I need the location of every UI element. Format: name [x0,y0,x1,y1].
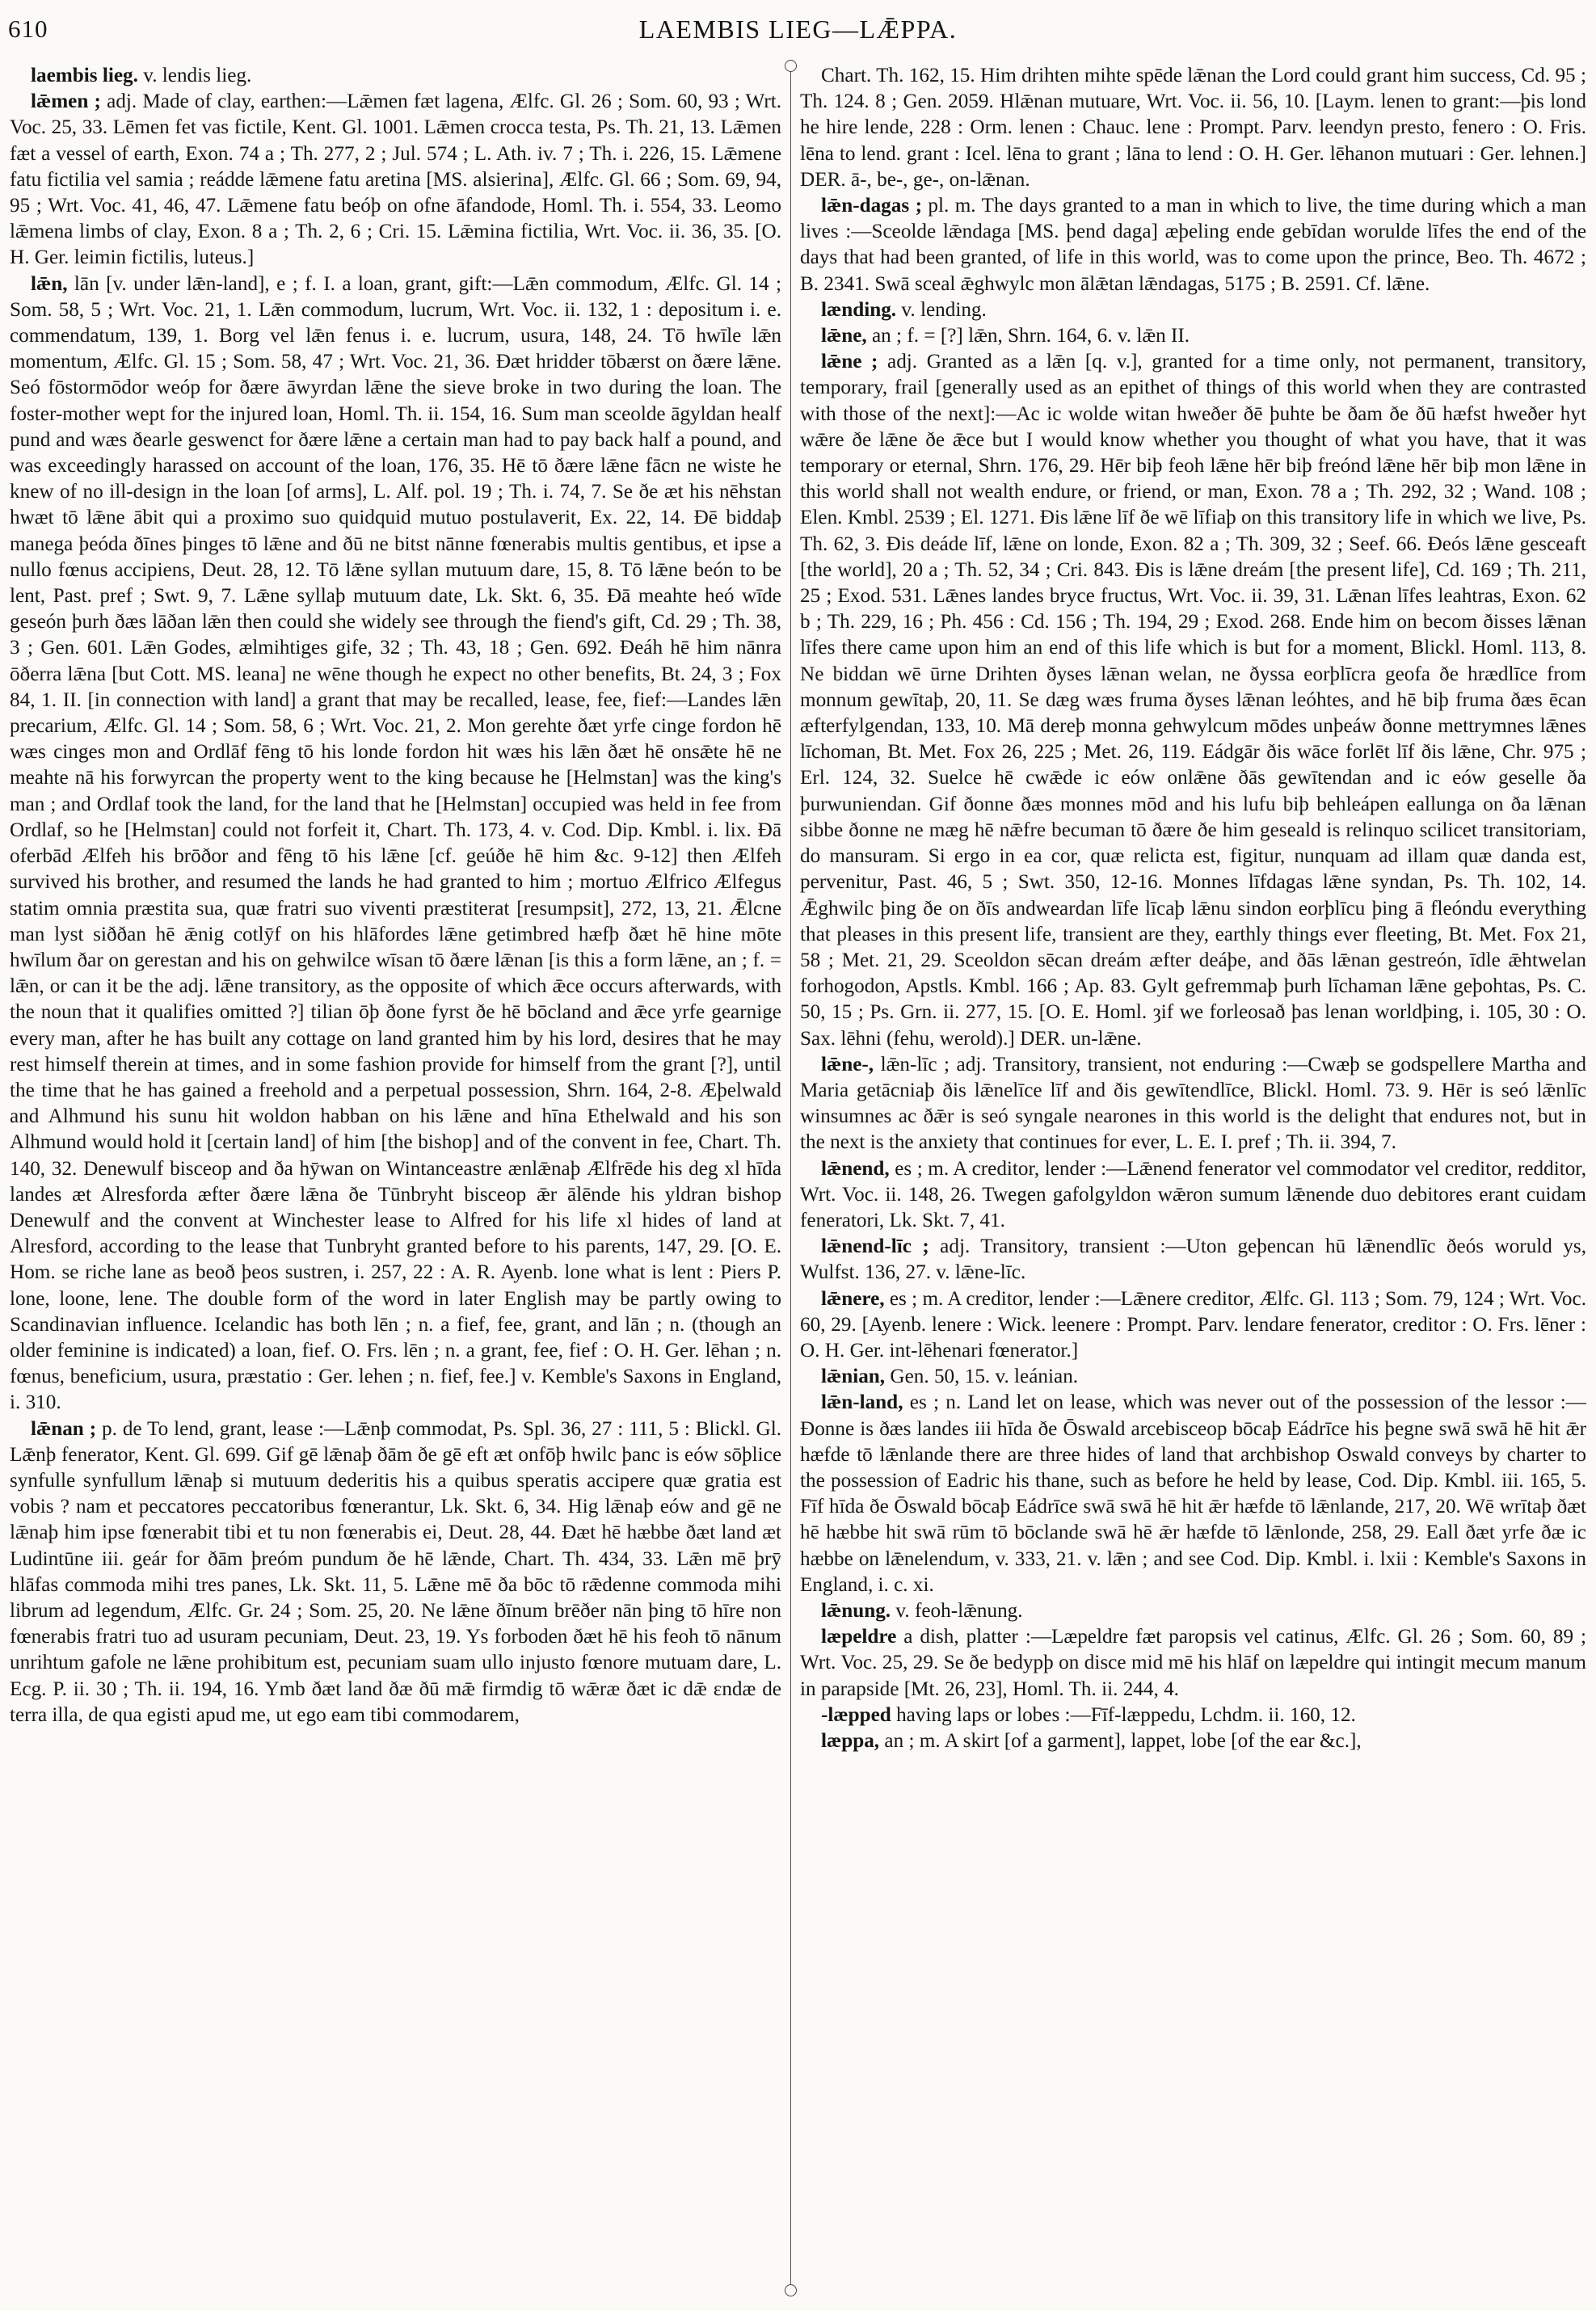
entry-text: adj. Transitory, transient :—Uton geþencan hū lǣnendlīc ðeós woruld ys, Wulfst. 136, 27. v. lǣne-līc. [800,1235,1586,1284]
page-header [8,15,1588,55]
entry-text: an ; m. A skirt [of a garment], lappet, lobe [of the ear &c.], [879,1730,1362,1752]
dictionary-entry [800,1364,1586,1390]
dictionary-entry [800,1156,1586,1235]
column-divider [790,61,791,2295]
entry-headword: lǣnere, [821,1287,885,1310]
entry-text: v. lendis lieg. [137,65,252,86]
entry-headword: lǣn-dagas ; [821,195,922,217]
entry-headword: lænding. [821,298,897,321]
entry-headword: lǣmen ; [31,91,101,113]
dictionary-entry [800,1234,1586,1286]
dictionary-entry [10,1416,781,1728]
entry-text: adj. Granted as a lǣn [q. v.], granted for a time only, not permanent, transitory, temporary, frail [generally used as an epithet of things of this world when they are contrasted with those of the next]:—Ac ic wolde witan hweðer ðē þuhte be ðam ðe ðū hæfst hweðer hyt wǣre ðe lǣne ðe ǣce but I would know whether you thought of what you have, that it was temporary or eternal, Shrn. 176, 29. Hēr biþ feoh lǣne hēr biþ freónd lǣne hēr biþ mon lǣne in this world shall not wealth endure, or friend, or man, Exon. 78 a ; Th. 292, 32 ; Wand. 108 ; Elen. Kmbl. 2539 ; El. 1271. Ðis lǣne līf ðe wē līfiaþ on this transitory life in which we live, Ps. Th. 62, 3. Ðis deáde līf, lǣne on londe, Exon. 82 a ; Th. 309, 32 ; Seef. 66. Ðeós lǣne gesceaft [the world], 20 a ; Th. 52, 34 ; Cri. 843. Ðis is lǣne dreám [the present life], Cd. 169 ; Th. 211, 25 ; Exod. 531. Lǣnes landes bryce fructus, Wrt. Voc. ii. 39, 31. Lǣnan līfes leahtras, Exon. 62 b ; Th. 229, 16 ; Ph. 456 : Cd. 156 ; Th. 194, 29 ; Exod. 268. Ende him on becom ðisses lǣnan līfes there came upon him an end of this life which is but for a moment, Blickl. Homl. 113, 8. Ne biddan wē ūrne Drihten ðyses lǣnan welan, ne ðyssa eorþlīcra geofa ðe hrædlīce from monnum gewītaþ, 20, 11. Se dæg wæs fruma ðyses lǣnan leóhtes, and hē biþ fruma ðæs ēcan æfterfylgendan, 133, 10. Mā dereþ monna gehwylcum mōdes unþeáw ðonne mettrymnes lǣnes līchoman, Bt. Met. Fox 26, 225 ; Met. 26, 119. Eádgār ðis wāce forlēt līf ðis lǣne, Chr. 975 ; Erl. 124, 32. Suelce hē cwǣde ic eów onlǣne ðās gewītendan and ic eów geselle ða þurwuniendan. Gif ðonne ðæs monnes mōd and his lufu biþ behleápen eallunga on ða lǣnan sibbe ðonne ne mæg hē nǣfre becuman tō ðære ðe him geseald is relinquo scilicet transitoriam, do mansuram. Si ergo in ea cor, quæ relicta est, figitur, nunquam ad illam quæ danda est, pervenitur, Past. 46, 5 ; Swt. 350, 12-16. Monnes līfdagas lǣne syndan, Ps. Th. 102, 14. Ǣghwilc þing ðe on ðīs andweardan līfe līcaþ lǣnu sindon eorþlīcu þing ā fleóndu everything that pleases in this present life, transient are they, earthly things ever fleeting, Bt. Met. Fox 21, 58 ; Met. 21, 29. Sceoldon sēcan dreám æfter deáþe, and ðās lǣnan gestreón, īdle ǣhtwelan forhogodon, Apstls. Kmbl. 166 ; Ap. 83. Gylt gefremmaþ þurh līchaman lǣne geþohtas, Ps. C. 50, 15 ; Ps. Grn. ii. 277, 15. [O. E. Homl. ȝif we forleosað þas lenan worldþing, i. 105, 30 : O. Sax. lēhni (fehu, werold).] DER. un-lǣne. [800,351,1586,1050]
entry-text: v. lending. [896,298,987,321]
dictionary-entry [10,63,781,89]
entry-headword: lǣne, [821,325,867,347]
entry-headword: laembis lieg. [31,65,138,86]
dictionary-entry [800,323,1586,349]
dictionary-entry [800,1624,1586,1703]
entry-headword: lǣnian, [821,1366,886,1388]
entry-text: v. feoh-lǣnung. [891,1599,1023,1622]
entry-text: lān [v. under lǣn-land], e ; f. I. a loan, grant, gift:—Lǣn commodum, Ælfc. Gl. 14 ; Som. 58, 5 ; Wrt. Voc. 21, 1. Lǣn commodum, lucrum, Wrt. Voc. ii. 132, 1 : depositum i. e. commendatum, 139, 1. Borg vel lǣn fenus i. e. lucrum, usura, 148, 24. Tō hwīle lǣn momentum, Ælfc. Gl. 15 ; Som. 58, 47 ; Wrt. Voc. 21, 36. Ðæt hridder tōbærst on ðære lǣne. Seó fōstormōdor weóp for ðære āwyrdan lǣne the sieve broke in two during the loan. The foster-mother wept for the injured loan, Homl. Th. ii. 154, 16. Sum man sceolde āgyldan healf pund and wæs ðearle geswenct for ðære lǣne a certain man had to pay back half a pound, and was exceedingly harassed on account of the loan, 176, 35. Hē tō ðære lǣne fācn ne wiste he knew of no ill-design in the loan [of arms], L. Alf. pol. 19 ; Th. i. 74, 7. Se ðe æt his nēhstan hwæt tō lǣne ābit qui a proximo suo quidquid mutuo postulaverit, Ex. 22, 14. Ðē biddaþ manega þeóda ðīnes þinges tō lǣne and ðū ne bitst nānne fœnerabis multis gentibus, et ipse a nullo fœnus accipiens, Deut. 28, 12. Tō lǣne syllan mutuum dare, 15, 8. Tō lǣne beón to be lent, Past. pref ; Swt. 9, 7. Lǣne syllaþ mutuum date, Lk. Skt. 6, 35. Ðā meahte heó wīde geseón þurh ðæs lāðan lǣn then could she widely see through the fiend's gift, Cd. 29 ; Th. 38, 3 ; Gen. 601. Lǣn Godes, ælmihtiges gife, 32 ; Th. 43, 18 ; Gen. 692. Ðeáh hē him nānra ōðerra lǣna [but Cott. MS. leana] ne wēne though he expect no other benefits, Bt. 24, 3 ; Fox 84, 1. II. [in connection with land] a grant that may be recalled, lease, fee, fief:—Landes lǣn precarium, Ælfc. Gl. 14 ; Som. 58, 6 ; Wrt. Voc. 21, 2. Mon gerehte ðæt yrfe cinge fordon hē wæs cinges mon and Ordlāf fēng tō his londe fordon hit wæs his lǣn ðæt hē onsǣte hē ne meahte nā his forwyrcan the property went to the king because he [Helmstan] was the king's man ; and Ordlaf took the land, for the land that he [Helmstan] occupied was held in fee from Ordlaf, so he [Helmstan] could not forfeit it, Chart. Th. 173, 4. v. Cod. Dip. Kmbl. i. lix. Ðā oferbād Ælfeh his brōðor and fēng tō his lǣne [cf. geúðe hē him &c. 9-12] then Ælfeh survived his brother, and resumed the lands he had granted to him ; mortuo Ælfrico Ælfegus statim omnia præstita sua, quæ fratri suo viventi præstiterat [resumpsit], 272, 13, 21. Ǣlcne man lyst siððan hē ǣnig cotlȳf on his hlāfordes lǣne getimbred hæfþ ðæt hē hine mōte hwīlum ðar on gerestan and his on gehwilce wīsan tō ðære lǣnan [is this a form lǣne, an ; f. = lǣn, or can it be the adj. lǣne transitory, as the opposite of which ǣce occurs afterwards, with the noun that it qualifies omitted ?] tilian ōþ ðone fyrst ðe hē bōcland and ǣce yrfe gearnige every man, after he has built any cottage on land granted him by his lord, desires that he may rest himself therein at times, and in some fashion provide for himself from the grant [?], until the time that he has gained a freehold and a perpetual possession, Shrn. 164, 2-8. Æþelwald and Alhmund his sunu hit woldon habban on his lǣne and hīna Ethelwald and his son Alhmund would hold it [certain land] of him [the bishop] and of the convent in fee, Chart. Th. 140, 32. Denewulf bisceop and ða hȳwan on Wintanceastre ænlǣnaþ Ælfrēde his deg xl hīda landes æt Alresforda æfter ðære lǣna ðe Tūnbryht bisceop ǣr ālēnde his yldran bishop Denewulf and the convent at Winchester lease to Alfred for his life xl hides of land at Alresford, according to the lease that Tunbryht granted before to his parents, 147, 29. [O. E. Hom. se riche lane as beoð þeos sustren, i. 257, 22 : A. R. Ayenb. lone what is lent : Piers P. lone, loone, lene. The double form of the word in later English may be partly owing to Scandinavian influence. Icelandic has both lēn ; n. a fief, fee, grant, and lān ; n. (though an older feminine is indicated) a loan, fief. O. Frs. lēn ; n. a grant, fee, fief : O. H. Ger. lēhan ; n. fœnus, beneficium, usura, præstatio : Ger. lehen ; n. fief, fee.] v. Kemble's Saxons in England, i. 310. [10,272,781,1414]
entry-headword: læppa, [821,1730,880,1752]
entry-headword: lǣn-land, [821,1391,903,1414]
entry-text: p. de To lend, grant, lease :—Lǣnþ commodat, Ps. Spl. 36, 27 : 111, 5 : Blickl. Gl. Lǣnþ fenerator, Kent. Gl. 699. Gif gē lǣnaþ ðām ðe gē eft æt onfōþ hwilc þanc is eów sōþlice synfulle synfullum lǣnaþ si mutuum dederitis his a quibus speratis accipere quæ gratia est vobis ? nam et peccatores peccatoribus fœnerantur, Lk. Skt. 6, 34. Hig lǣnaþ eów and gē ne lǣnaþ him ipse fœnerabit tibi et tu non fœnerabis ei, Deut. 28, 44. Ðæt hē hæbbe ðæt land æt Ludintūne iii. geár for ðām þreóm pundum ðe hē lǣnde, Chart. Th. 434, 33. Lǣn mē þrȳ hlāfas commoda mihi tres panes, Lk. Skt. 11, 5. Lǣne mē ða bōc tō rǣdenne commoda mihi librum ad legendum, Ælfc. Gr. 24 ; Som. 25, 20. Ne lǣne ðīnum brēðer nān þing tō hīre non fœnerabis fratri tuo ad usuram pecuniam, Deut. 23, 19. Ys forboden ðæt hē his feoh tō nānum unrihtum gafole ne lǣne prohibitum est, pecuniam suam ullo injusto fœnore mutuam dare, L. Ecg. P. ii. 30 ; Th. ii. 194, 16. Ymb ðæt land ðæ ðū mǣ firmdig tō wǣræ ðæt ic dǣ ɛndæ de terra illa, de qua egisti apud me, ut ego eam tibi commodarem, [10,1417,781,1726]
entry-text: Gen. 50, 15. v. leánian. [885,1366,1079,1388]
dictionary-entry [800,63,1586,193]
dictionary-entry [800,193,1586,297]
right-column [800,63,1586,2293]
left-column [10,63,781,2293]
entry-headword: lǣnend, [821,1157,890,1180]
entry-text: pl. m. The days granted to a man in which to live, the time during which a man lives :—Sceolde lǣndaga [MS. þend daga] æþeling ende gebīdan worulde līfes the end of the days that had been granted, of life in this world, was to come upon the prince, Beo. Th. 4672 ; B. 2341. Swā sceal ǣghwylc mon ālǣtan lǣndagas, 5175 ; B. 2591. Cf. lǣne. [800,195,1586,295]
entry-headword: lǣnan ; [31,1417,97,1440]
entry-headword: lǣne-, [821,1053,874,1076]
dictionary-entry [800,1598,1586,1624]
entry-headword: lǣnend-līc ; [821,1235,929,1258]
dictionary-entry [800,1390,1586,1598]
dictionary-entry [800,1052,1586,1156]
entry-headword: lǣnung. [821,1599,891,1622]
dictionary-entry [800,349,1586,1051]
entry-text: a dish, platter :—Læpeldre fæt paropsis vel catinus, Ælfc. Gl. 26 ; Som. 60, 89 ; Wrt. Voc. 25, 29. Se ðe bedypþ on disce mid mē his hlāf on læpeldre qui intingit mecum manum in parapside [Mt. 26, 23], Homl. Th. ii. 244, 4. [800,1626,1586,1700]
entry-text: adj. Made of clay, earthen:—Lǣmen fæt lagena, Ælfc. Gl. 26 ; Som. 60, 93 ; Wrt. Voc. 25, 33. Lēmen fet vas fictile, Kent. Gl. 1001. Lǣmen crocca testa, Ps. Th. 21, 13. Lǣmen fæt a vessel of earth, Exon. 74 a ; Th. 277, 2 ; Jul. 574 ; L. Ath. iv. 7 ; Th. i. 226, 15. Lǣmene fatu fictilia vel samia ; reádde lǣmene fatu aretina [MS. alsierina], Ælfc. Gl. 66 ; Som. 69, 94, 95 ; Wrt. Voc. 41, 46, 47. Lǣmene fatu beóþ on ofne āfandode, Homl. Th. i. 554, 33. Leomo lǣmena limbs of clay, Exon. 8 a ; Th. 2, 6 ; Cri. 15. Lǣmina fictilia, Wrt. Voc. ii. 36, 35. [O. H. Ger. leimin fictilis, luteus.] [10,91,781,269]
entry-text: having laps or lobes :—Fīf-læppedu, Lchdm. ii. 160, 12. [891,1703,1356,1726]
dictionary-entry [10,272,781,1416]
dictionary-entry [800,1728,1586,1754]
entry-headword: lǣn, [31,272,68,295]
page-number: 610 [8,15,48,43]
dictionary-entry [800,1286,1586,1365]
dictionary-entry [800,297,1586,323]
page-title: LAEMBIS LIEG—LǢPPA. [638,15,958,44]
entry-text: lǣn-līc ; adj. Transitory, transient, not enduring :—Cwæþ se godspellere Martha and Maria getācniaþ ðis lǣnelīce līf and ðis gewītendlīce, Blickl. Homl. 73. 9. Hēr is seó lǣnlīc winsumnes ac ðǣr is seó syngale nearones in this world is the delight that endures not, but in the next is the anxiety that continues for ever, L. E. I. pref ; Th. ii. 394, 7. [800,1053,1586,1154]
entry-text: es ; n. Land let on lease, which was never out of the possession of the lessor :—Ðonne is ðæs landes iii hīda ðe Ōswald arcebisceop bōcaþ Eádrīce his þegne swā swā hē hit ǣr hæfde tō lǣnlande there are three hides of land that archbishop Oswald conveys by charter to the possession of Eadric his thane, such as before he held by lease, Cod. Dip. Kmbl. iii. 165, 5. Fīf hīda ðe Ōswald bōcaþ Eádrīce swā swā hē hit ǣr hæfde tō lǣnlande, 217, 20. Wē wrītaþ ðæt hē hæbbe hit swā rūm tō bōclande swā hē ǣr hæfde tō lǣnlonde, 258, 29. Eall ðæt yrfe ðæ ic hæbbe on lǣnelendum, v. 333, 21. v. lǣn ; and see Cod. Dip. Kmbl. i. lxii : Kemble's Saxons in England, i. c. xi. [800,1391,1586,1596]
dictionary-entry [10,89,781,271]
entry-text: es ; m. A creditor, lender :—Lǣnere creditor, Ælfc. Gl. 113 ; Som. 79, 124 ; Wrt. Voc. 60, 29. [Ayenb. lenere : Wick. leenere : Prompt. Parv. lendare fenerator, creditor : O. Frs. lēner : O. H. Ger. int-lēhenari fœnerator.] [800,1287,1586,1362]
entry-headword: læpeldre [821,1626,897,1648]
entry-text: an ; f. = [?] lǣn, Shrn. 164, 6. v. lǣn II. [866,325,1190,347]
entry-headword: lǣne ; [821,351,878,373]
entry-headword: -læpped [821,1703,891,1726]
entry-text: es ; m. A creditor, lender :—Lǣnend fenerator vel commodator vel creditor, redditor, Wrt. Voc. ii. 148, 26. Twegen gafolgyldon wǣron sumum lǣnende duo debitores erant cuidam feneratori, Lk. Skt. 7, 41. [800,1157,1586,1231]
dictionary-entry [800,1703,1586,1728]
entry-text: Chart. Th. 162, 15. Him drihten mihte spēde lǣnan the Lord could grant him success, Cd. 95 ; Th. 124. 8 ; Gen. 2059. Hlǣnan mutuare, Wrt. Voc. ii. 56, 10. [Laym. lenen to grant:—þis lond he hire lende, 228 : Orm. lenen : Chauc. lene : Prompt. Parv. leendyn presto, fenero : O. Fris. lēna to lend. grant : Icel. lēna to grant ; lāna to lend : O. H. Ger. lēhanon mutuari : Ger. lehnen.] DER. ā-, be-, ge-, on-lǣnan. [800,65,1586,191]
